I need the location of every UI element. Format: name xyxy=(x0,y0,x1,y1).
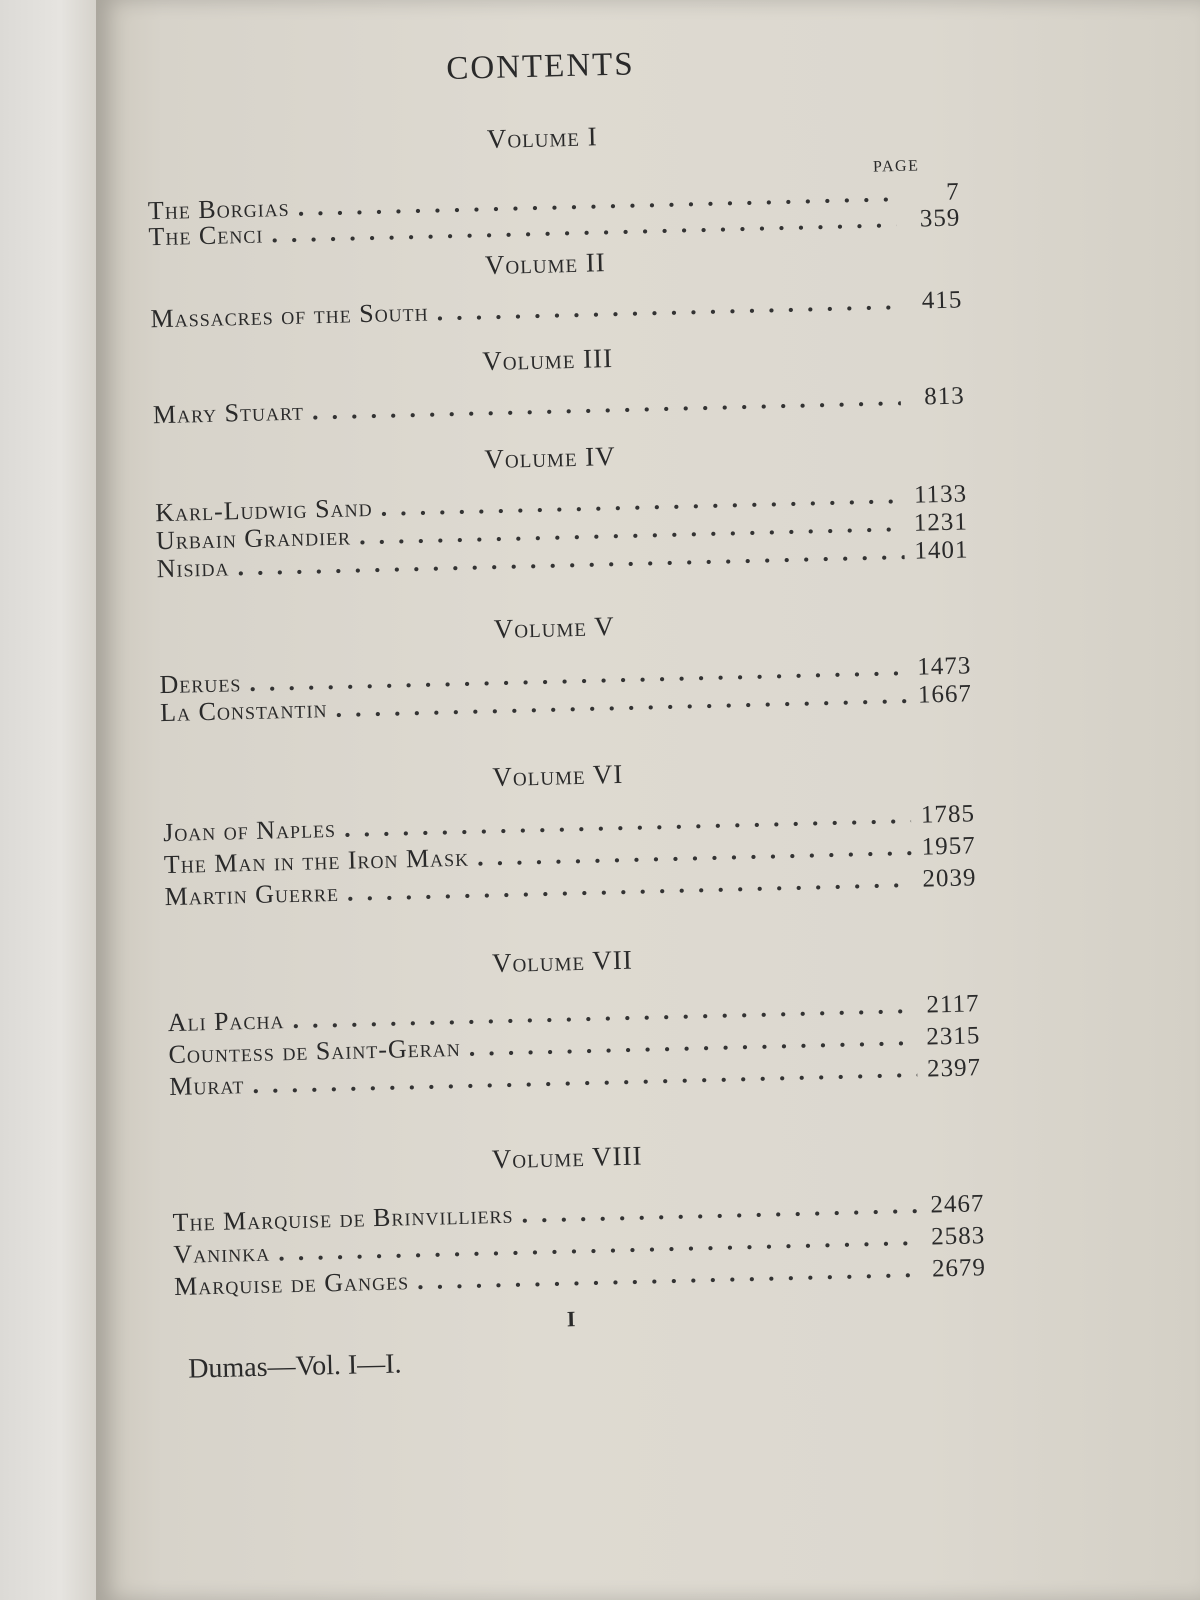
entry-page-number: 1785 xyxy=(920,800,976,829)
entry-title: Ali Pacha xyxy=(167,1005,285,1038)
entry-page-number: 2315 xyxy=(926,1022,981,1051)
entry-title: Nisida xyxy=(156,552,230,584)
entry-title: Vaninka xyxy=(173,1237,271,1269)
entry-page-number: 1231 xyxy=(913,508,969,537)
volume-entry-list xyxy=(163,798,977,914)
entry-title: Derues xyxy=(159,668,242,700)
entry-title: Urbain Grandier xyxy=(155,521,352,556)
entry-page-number: 2117 xyxy=(926,990,980,1019)
entry-title: Countess de Saint-Geran xyxy=(168,1032,462,1070)
entry-page-number: 1957 xyxy=(921,832,977,861)
dot-leader xyxy=(428,286,898,327)
volume-heading: Volume VII xyxy=(491,944,634,979)
entry-page-number: 1133 xyxy=(913,480,968,509)
entry-page-number: 2583 xyxy=(930,1222,986,1251)
entry-page-number: 1473 xyxy=(916,652,972,681)
book-page xyxy=(96,0,1200,1600)
entry-page-number: 7 xyxy=(945,178,961,206)
entry-title: Mary Stuart xyxy=(152,396,305,430)
entry-page-number: 2467 xyxy=(930,1190,985,1219)
entry-page-number: 1401 xyxy=(914,536,969,565)
entry-title: Murat xyxy=(168,1070,245,1102)
volume-entry-list xyxy=(167,988,981,1104)
entry-page-number: 2679 xyxy=(931,1254,987,1283)
entry-title: Joan of Naples xyxy=(162,813,337,848)
entry-title: La Constantin xyxy=(159,694,328,728)
volume-heading: Volume I xyxy=(486,121,598,155)
entry-title: Martin Guerre xyxy=(164,877,340,912)
volume-heading: Volume VIII xyxy=(491,1140,643,1175)
volume-heading: Volume II xyxy=(484,247,607,281)
entry-title: The Man in the Iron Mask xyxy=(163,842,470,880)
entry-page-number: 415 xyxy=(921,286,963,315)
dot-leader xyxy=(304,382,902,427)
entry-page-number: 2397 xyxy=(926,1054,982,1083)
folio-number: I xyxy=(566,1306,576,1332)
entry-page-number: 813 xyxy=(923,382,966,411)
entry-title: The Borgias xyxy=(147,192,290,226)
volume-entry-list xyxy=(155,478,969,586)
contents-sheet xyxy=(79,0,1200,1600)
volume-entry-list xyxy=(153,380,966,432)
entry-title: The Marquise de Brinvilliers xyxy=(172,1199,514,1238)
volume-entry-list xyxy=(150,284,963,336)
page-column-label: PAGE xyxy=(872,157,920,176)
volume-heading: Volume III xyxy=(481,342,614,377)
entry-title: Karl-Ludwig Sand xyxy=(154,492,373,528)
volume-heading: Volume IV xyxy=(484,440,617,475)
volume-entry-list xyxy=(159,650,972,730)
entry-page-number: 359 xyxy=(919,204,961,233)
page-title: CONTENTS xyxy=(445,46,636,87)
entry-title: Marquise de Ganges xyxy=(173,1266,410,1301)
volume-heading: Volume VI xyxy=(492,758,624,793)
entry-page-number: 2039 xyxy=(922,864,977,893)
volume-entry-list xyxy=(172,1188,986,1304)
printer-signature: Dumas—Vol. I—I. xyxy=(187,1348,402,1385)
contents-entry xyxy=(150,284,963,336)
entry-title: The Cenci xyxy=(148,219,264,252)
volume-heading: Volume V xyxy=(493,611,615,644)
entry-title: Massacres of the South xyxy=(150,297,429,334)
contents-entry xyxy=(153,380,966,432)
entry-page-number: 1667 xyxy=(917,680,973,709)
